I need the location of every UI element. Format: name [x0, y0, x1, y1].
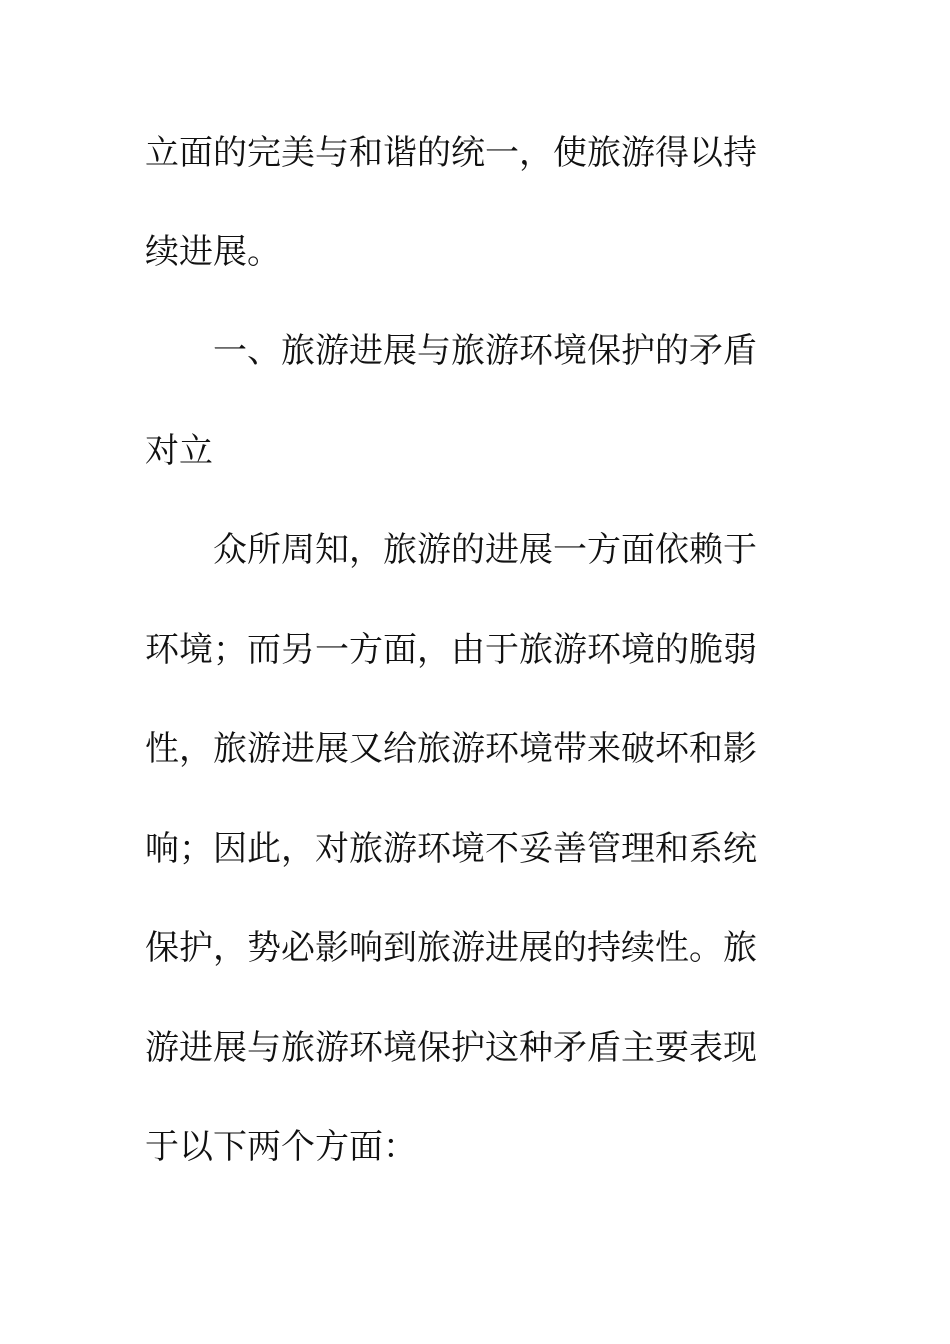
paragraph-line-4: 环境；而另一方面，由于旅游环境的脆弱	[145, 630, 757, 670]
paragraph-line-6: 响；因此，对旅游环境不妥善管理和系统	[145, 829, 757, 869]
paragraph-line-9: 于以下两个方面：	[145, 1127, 417, 1167]
paragraph-line-1: 立面的完美与和谐的统一，使旅游得以持	[145, 133, 757, 173]
paragraph-line-8: 游进展与旅游环境保护这种矛盾主要表现	[145, 1028, 757, 1068]
paragraph-line-2: 续进展。	[145, 232, 281, 272]
paragraph-line-5: 性，旅游进展又给旅游环境带来破坏和影	[145, 729, 757, 769]
section-heading-line-2: 对立	[145, 431, 213, 471]
paragraph-line-7: 保护，势必影响到旅游进展的持续性。旅	[145, 928, 757, 968]
paragraph-line-3: 众所周知，旅游的进展一方面依赖于	[213, 530, 757, 570]
section-heading-line-1: 一、旅游进展与旅游环境保护的矛盾	[213, 331, 757, 371]
